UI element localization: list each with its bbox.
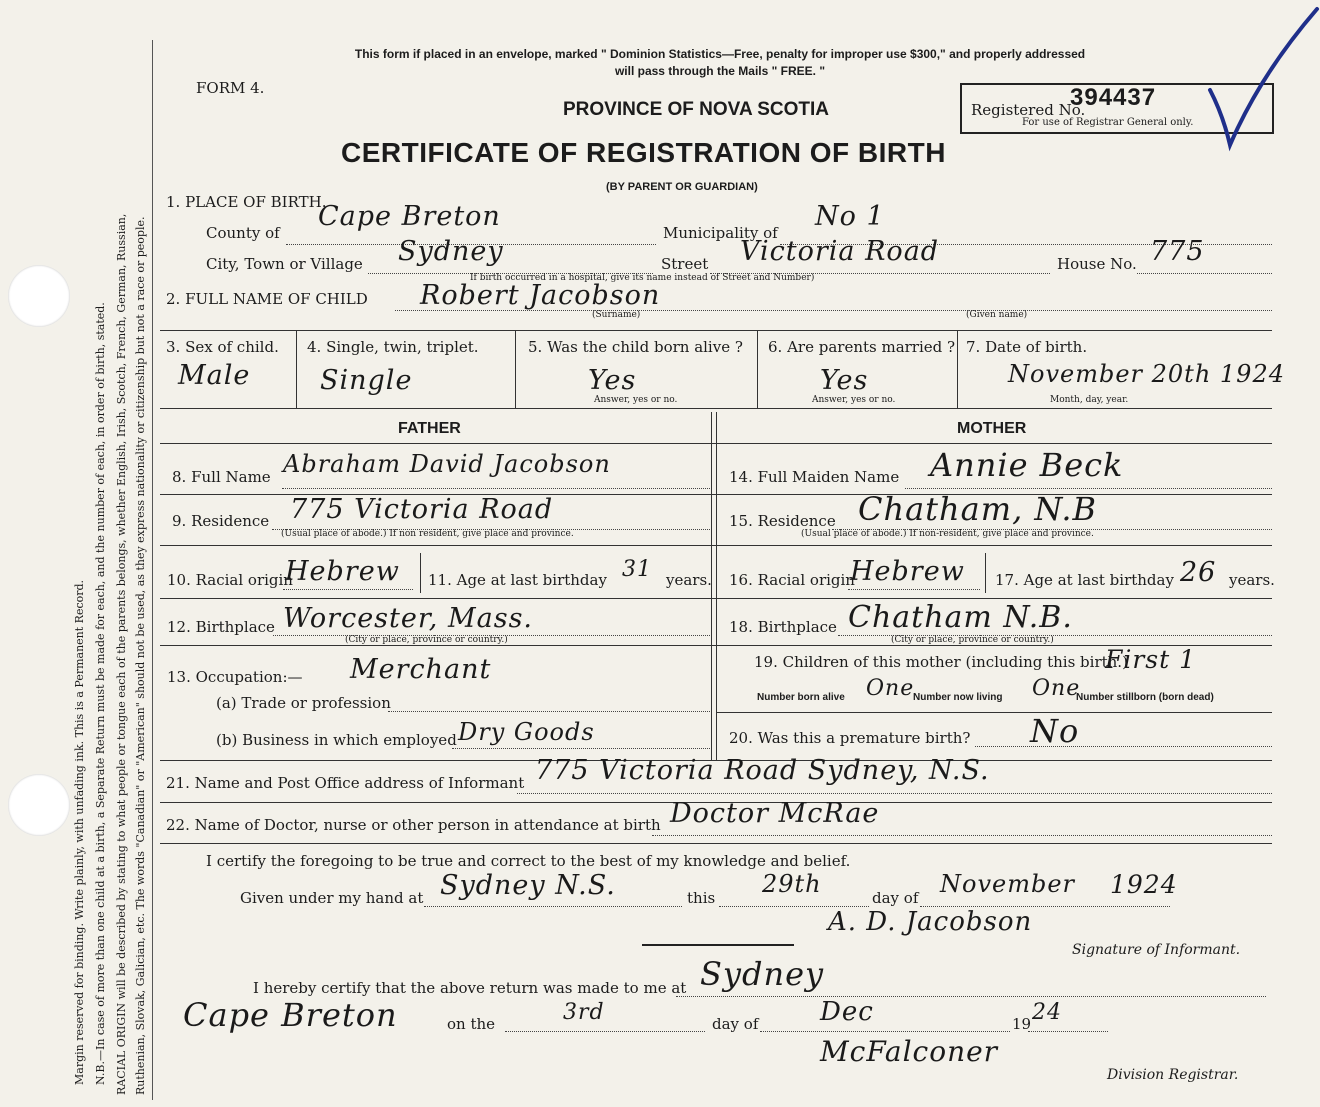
father-name-value[interactable]: Abraham David Jacobson (283, 450, 611, 478)
city-label: City, Town or Village (206, 255, 363, 273)
registrar-year[interactable]: 24 (1032, 1000, 1062, 1025)
mother-years: years. (1229, 571, 1275, 589)
alive-value[interactable]: Yes (588, 365, 637, 396)
sex-label: 3. Sex of child. (166, 338, 279, 356)
father-age-label: 11. Age at last birthday (428, 571, 607, 589)
trade-value[interactable]: Merchant (350, 654, 492, 685)
informant-label: 21. Name and Post Office address of Informant (166, 774, 525, 792)
father-residence-value[interactable]: 775 Victoria Road (290, 494, 554, 525)
sex-value[interactable]: Male (178, 360, 251, 391)
this-label: this (687, 889, 716, 907)
trade-label: (a) Trade or profession (216, 694, 391, 712)
father-birthplace-label: 12. Birthplace (167, 618, 275, 636)
house-label: House No. (1057, 255, 1137, 273)
registered-label: Registered No. (971, 101, 1086, 119)
father-name-label: 8. Full Name (172, 468, 271, 486)
center-rule (642, 944, 794, 946)
informant-value[interactable]: 775 Victoria Road Sydney, N.S. (535, 755, 990, 786)
registrar-year-prefix: 19 (1012, 1015, 1032, 1033)
father-birthplace-note: (City or place, province or country.) (345, 635, 508, 645)
registrar-place[interactable]: Sydney (700, 955, 825, 993)
mother-racial-value[interactable]: Hebrew (850, 556, 965, 587)
street-label: Street (661, 255, 709, 273)
father-residence-label: 9. Residence (172, 512, 270, 530)
registrar-day[interactable]: 3rd (563, 1000, 605, 1025)
married-value[interactable]: Yes (820, 365, 869, 396)
registrar-day-of-label: day of (712, 1015, 759, 1033)
mail-notice-line2: will pass through the Mails " FREE. " (614, 64, 826, 78)
registrar-month[interactable]: Dec (820, 997, 874, 1027)
father-residence-note: (Usual place of abode.) If non resident, give place and province. (281, 529, 574, 539)
given-month[interactable]: November (940, 870, 1076, 898)
premature-value[interactable]: No (1030, 712, 1080, 750)
on-the-label: on the (447, 1015, 496, 1033)
row3-div3 (757, 330, 758, 408)
parents-divider-b (716, 412, 717, 760)
row3-div2 (515, 330, 516, 408)
registrar-month-line (760, 1030, 1010, 1032)
row3-div1 (296, 330, 297, 408)
street-value[interactable]: Victoria Road (740, 236, 940, 267)
mail-notice (300, 46, 1140, 80)
given-place-line (424, 905, 682, 907)
alive-label: 5. Was the child born alive ? (528, 338, 743, 356)
place-of-birth-heading: 1. PLACE OF BIRTH. (166, 193, 327, 211)
mother-heading: MOTHER (957, 420, 1027, 437)
mother-birthplace-note: (City or place, province or country.) (891, 635, 1054, 645)
mother-residence-note: (Usual place of abode.) If non-resident, give place and province. (801, 529, 1094, 539)
registrar-year-line (1028, 1030, 1108, 1032)
mother-name-label: 14. Full Maiden Name (729, 468, 900, 486)
row10-bottom (160, 598, 1272, 599)
row19-bottom (716, 712, 1272, 713)
parents-heading-line (160, 443, 1272, 444)
children-label (754, 653, 1128, 671)
mother-racial-line (848, 588, 980, 590)
certify-statement: I certify the foregoing to be true and correct to the best of my knowledge and belief. (206, 852, 851, 870)
row22-bottom (160, 843, 1272, 844)
married-note: Answer, yes or no. (812, 395, 896, 405)
registrar-note: For use of Registrar General only. (1022, 117, 1194, 128)
children-label-text: 19. Children of this mother (including this birth.) (754, 653, 1128, 671)
margin-note-4: Ruthenian, Slovak, Galician, etc. The words "Canadian" or "American" should not be used, as they express nationality or citizenship but not a race or people. (134, 216, 147, 1095)
certificate-subtitle: (BY PARENT OR GUARDIAN) (606, 181, 758, 193)
mother-age-value[interactable]: 26 (1180, 557, 1217, 588)
business-label: (b) Business in which employed (216, 731, 457, 749)
registrar-statement: I hereby certify that the above return was made to me at (253, 979, 687, 997)
binding-hole-top (8, 265, 70, 327)
mother-name-value[interactable]: Annie Beck (930, 446, 1124, 484)
informant-signature[interactable]: A. D. Jacobson (828, 907, 1033, 937)
children-value[interactable]: First 1 (1105, 645, 1197, 674)
municipality-label: Municipality of (663, 224, 778, 242)
registrar-sig-label: Division Registrar. (1107, 1067, 1239, 1083)
given-year[interactable]: 1924 (1110, 870, 1178, 899)
registrar-day-line (505, 1030, 705, 1032)
margin-note-2: N.B.—In case of more than one child at a birth, a Separate Return must be made for each, and the number of each, in order of birth, stated. (94, 302, 107, 1085)
mother-racial-label: 16. Racial origin (729, 571, 855, 589)
given-note: (Given name) (966, 310, 1028, 320)
business-line (452, 747, 710, 749)
father-racial-value[interactable]: Hebrew (285, 556, 400, 587)
informant-line (517, 792, 1272, 794)
mother-age-label: 17. Age at last birthday (995, 571, 1174, 589)
given-day[interactable]: 29th (762, 870, 822, 898)
mother-residence-label: 15. Residence (729, 512, 836, 530)
surname-note: (Surname) (592, 310, 641, 320)
born-alive-value[interactable]: One (866, 676, 915, 701)
row3-bottom (160, 408, 1272, 409)
business-value[interactable]: Dry Goods (458, 718, 595, 746)
doctor-value[interactable]: Doctor McRae (670, 798, 880, 829)
father-heading: FATHER (398, 420, 461, 437)
mail-notice-line1: This form if placed in an envelope, marked " Dominion Statistics—Free, penalty for improper use $300," and properly addressed (354, 47, 1086, 61)
county-label: County of (206, 224, 280, 242)
registrar-place-line (676, 995, 1266, 997)
father-birthplace-value[interactable]: Worcester, Mass. (283, 603, 534, 634)
date-label: 7. Date of birth. (966, 338, 1088, 356)
premature-line (975, 745, 1272, 747)
father-racial-div (420, 553, 421, 593)
county-value[interactable]: Cape Breton (318, 201, 501, 232)
house-value[interactable]: 775 (1150, 236, 1205, 267)
city-value[interactable]: Sydney (398, 236, 504, 267)
margin-note-3: RACIAL ORIGIN will be described by stating to what people or tongue each of the parents belongs, whether English, Irish, Scotch, French, German, Russian, (115, 213, 128, 1095)
municipality-value[interactable]: No 1 (815, 201, 885, 232)
now-living-label: Number now living (913, 692, 1003, 703)
single-label: 4. Single, twin, triplet. (307, 338, 479, 356)
mother-residence-value[interactable]: Chatham, N.B (858, 490, 1098, 528)
binding-hole-bottom (8, 774, 70, 836)
certificate-title: CERTIFICATE OF REGISTRATION OF BIRTH (341, 137, 946, 168)
mother-racial-div (985, 553, 986, 593)
child-name-label: 2. FULL NAME OF CHILD (166, 290, 368, 308)
single-value[interactable]: Single (320, 365, 413, 396)
premature-label: 20. Was this a premature birth? (729, 729, 971, 747)
row9-bottom (160, 545, 1272, 546)
row3-top (160, 330, 1272, 331)
given-place[interactable]: Sydney N.S. (440, 870, 616, 901)
given-day-of-label: day of (872, 889, 919, 907)
father-age-value[interactable]: 31 (622, 557, 652, 582)
check-mark-icon (1205, 5, 1320, 155)
mother-birthplace-label: 18. Birthplace (729, 618, 837, 636)
registrar-signature[interactable]: McFalconer (820, 1035, 999, 1068)
father-racial-label: 10. Racial origin (167, 571, 293, 589)
now-living-value[interactable]: One (1032, 676, 1081, 701)
stillborn-label: Number stillborn (born dead) (1076, 692, 1214, 703)
date-value[interactable]: November 20th 1924 (1008, 360, 1285, 388)
registrar-county[interactable]: Cape Breton (183, 996, 398, 1034)
mother-birthplace-value[interactable]: Chatham N.B. (848, 600, 1073, 635)
father-name-line (282, 487, 710, 489)
registered-number: 394437 (1070, 84, 1157, 111)
born-alive-label: Number born alive (757, 692, 845, 703)
married-label: 6. Are parents married ? (768, 338, 956, 356)
date-note: Month, day, year. (1050, 395, 1129, 405)
house-line (1137, 272, 1272, 274)
doctor-label: 22. Name of Doctor, nurse or other person in attendance at birth (166, 816, 661, 834)
father-racial-line (283, 588, 413, 590)
row3-div4 (957, 330, 958, 408)
province-title: PROVINCE OF NOVA SCOTIA (563, 99, 830, 120)
alive-note: Answer, yes or no. (594, 395, 678, 405)
child-name-value[interactable]: Robert Jacobson (420, 280, 661, 311)
father-years: years. (666, 571, 712, 589)
trade-line (388, 710, 710, 712)
margin-note-1: Margin reserved for binding. Write plainly, with unfading ink. This is a Permanent Record. (73, 579, 86, 1085)
form-number: FORM 4. (196, 79, 265, 97)
occupation-label: 13. Occupation:— (167, 668, 303, 686)
margin-rule (152, 40, 153, 1100)
given-label: Given under my hand at (240, 889, 424, 907)
doctor-line (652, 834, 1272, 836)
hospital-note: If birth occurred in a hospital, give its name instead of Street and Number) (470, 273, 815, 283)
informant-sig-label: Signature of Informant. (1072, 942, 1241, 958)
mother-name-line (905, 487, 1272, 489)
